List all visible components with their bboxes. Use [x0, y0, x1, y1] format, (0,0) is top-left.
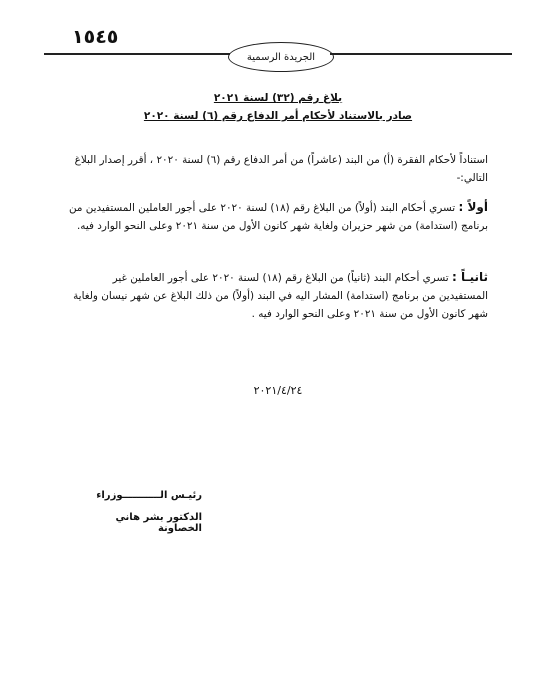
- item-first: [62, 198, 488, 235]
- item-second-label: ثانيـاً :: [452, 270, 488, 284]
- gazette-label-text: الجريدة الرسمية: [246, 51, 316, 63]
- header-rule-right: [330, 53, 512, 55]
- signature-title: رئيـس الـــــــــــوزراء: [96, 490, 202, 501]
- signature-name: الدكتور بشر هاني الخصاونة: [115, 512, 202, 534]
- gazette-label: [228, 42, 334, 72]
- item-second: [62, 268, 488, 323]
- document-date: ٢٠٢١/٤/٢٤: [253, 384, 303, 397]
- header-rule-left: [44, 53, 230, 55]
- intro-paragraph: استناداً لأحكام الفقرة (أ) من البند (عاشراً) من أمر الدفاع رقم (٦) لسنة ٢٠٢٠ ، أقرر إصدار البلاغ التالي:-: [74, 154, 488, 184]
- page-number: ١٥٤٥: [72, 26, 119, 48]
- item-first-label: أولاً :: [458, 200, 488, 214]
- document-subtitle: صادر بالاستناد لأحكام أمر الدفاع رقم (٦) لسنة ٢٠٢٠: [143, 110, 413, 122]
- item-second-text: تسري أحكام البند (ثانياً) من البلاغ رقم (١٨) لسنة ٢٠٢٠ على أجور العاملين غير المستفيدين من برنامج (استدامة) المشار اليه في البند (أولاً) من ذلك البلاغ عن شهر نيسان ولغاية شهر كانون الأول من سنة ٢٠٢١ وعلى النحو الوارد فيه .: [73, 272, 488, 320]
- item-first-text: تسري أحكام البند (أولاً) من البلاغ رقم (١٨) لسنة ٢٠٢٠ على أجور العاملين المستفيدين من برنامج (استدامة) من شهر حزيران ولغاية شهر كانون الأول من سنة ٢٠٢١ وعلى النحو الوارد فيه.: [68, 202, 488, 232]
- document-title: بلاغ رقم (٣٢) لسنة ٢٠٢١: [213, 92, 343, 104]
